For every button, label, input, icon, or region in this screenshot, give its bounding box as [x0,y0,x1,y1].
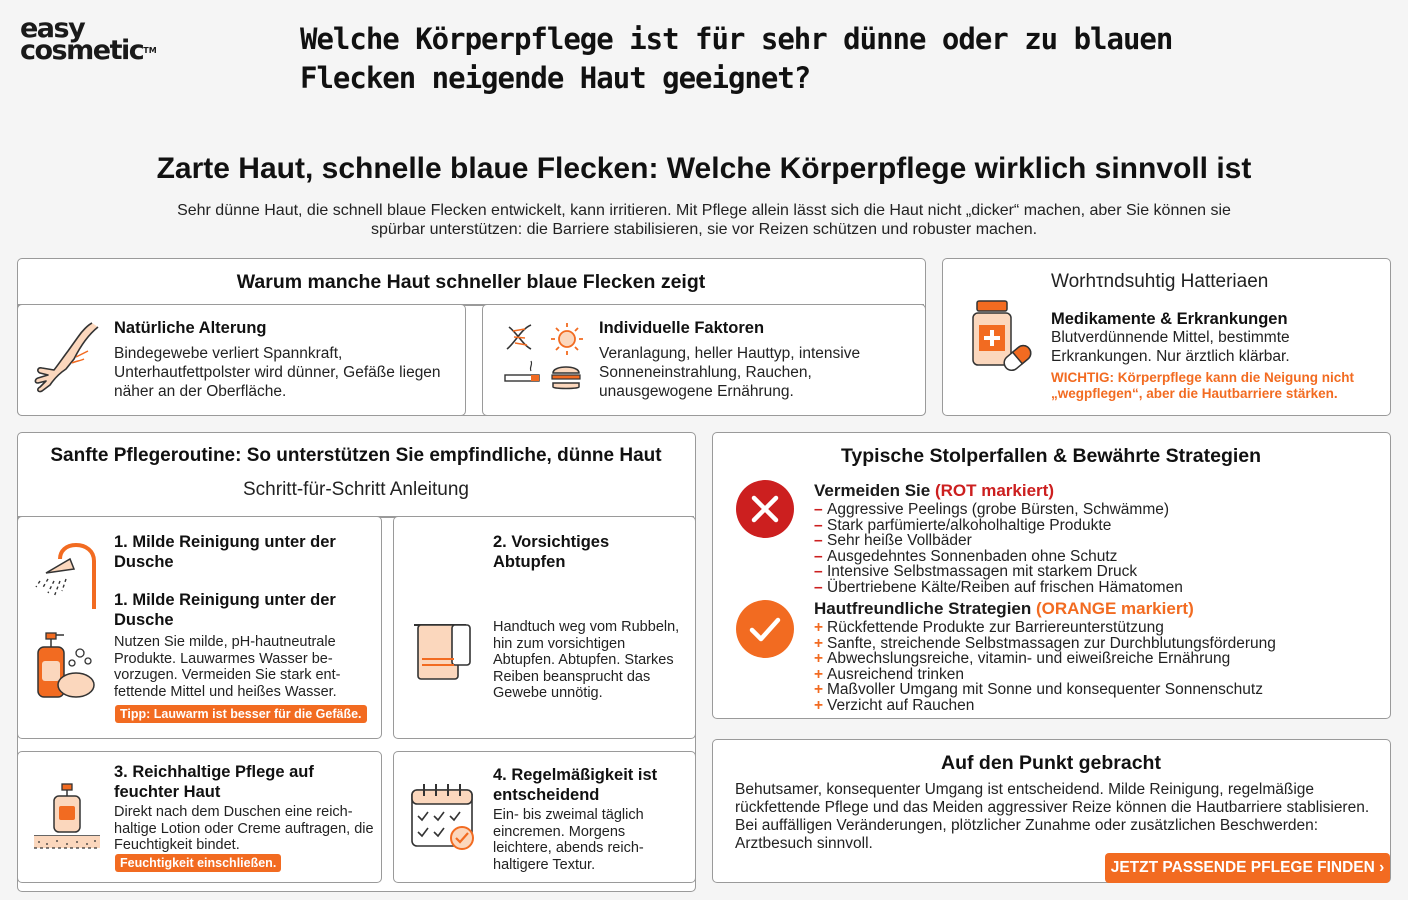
step1-card [17,516,382,739]
avoid-minus: – [814,532,823,549]
lotion-skin-icon [32,782,102,852]
brand-logo [20,13,157,66]
step1-title-a: 1. Milde Reinigung unter der Dusche [114,533,336,571]
step1-title-b: 1. Milde Reinigung unter der Dusche [114,591,336,629]
good-plus: + [814,681,824,698]
pitfalls-header: Typische Stolperfallen & Bewährte Strategien [840,445,1262,467]
good-tag: (ORANGE markiert) [1036,599,1194,618]
medicine-bottle-icon [969,299,1035,377]
why-header: Warum manche Haut schneller blaue Flecken zeigt [236,271,706,293]
good-item: Abwechslungsreiche, vitamin- und eiweißreiche Ernährung [827,650,1231,667]
intro-text: Sehr dünne Haut, die schnell blaue Flecken entwickelt, kann irritieren. Mit Pflege allein lässt sich die Haut nicht „dicker“ machen, aber Sie können sie spürbar unterstützen: die Barriere stabilisieren, sie vor Reizen schützen und robuster machen. [177,202,1231,238]
notice-header: Worhτndsuhtig Ηatteriaen [1051,271,1269,292]
notice-text: Blutverdünnende Mittel, bestimmte Erkrankungen. Nur ärztlich klärbar. [1051,329,1290,365]
avoid-minus: – [814,501,823,518]
avoid-item: Aggressive Peelings (grobe Bürsten, Schwämme) [827,501,1170,518]
step2-title: 2. Vorsichtiges Abtupfen [493,533,610,571]
avoid-x-icon [735,479,795,539]
good-item: Rückfettende Produkte zur Barriereunterstützung [827,619,1164,636]
step3-card [17,751,382,883]
notice-title: Medikamente & Erkrankungen [1051,310,1288,328]
good-plus: + [814,696,824,714]
avoid-minus: – [814,547,823,565]
good-heading [814,599,1194,619]
step3-title: 3. Reichhaltige Pflege auf feuchter Haut [114,763,314,801]
avoid-item: Übertriebene Kälte/Reiben auf frischen Hämatomen [827,578,1183,596]
aging-title: Natürliche Alterung [114,319,267,337]
pitfalls-card [712,432,1391,719]
step4-text: Ein- bis zweimal täglich eincremen. Morgens leichtere, abends reich-haltigere Textur. [493,807,644,873]
individual-card [482,304,926,416]
avoid-minus: – [814,563,823,580]
step3-text: Direkt nach dem Duschen eine reich-haltige Lotion oder Creme auftragen, die Feuchtigkeit bindet. [114,804,374,853]
strategy-check-icon [735,599,795,659]
brand-line2: cosmetic [20,35,144,66]
routine-header: Sanfte Pflegeroutine: So unterstützen Sie empfindliche, dünne Haut [50,445,662,466]
good-item: Ausreichend trinken [827,665,964,683]
avoid-heading [814,481,1054,501]
individual-title: Individuelle Faktoren [599,319,765,337]
avoid-minus: – [814,578,823,596]
avoid-item: Sehr heiße Vollbäder [827,532,972,549]
good-list [814,620,1276,713]
avoid-tag: (ROT markiert) [934,481,1054,500]
step4-card [393,751,696,883]
summary-text: Behutsamer, konsequenter Umgang ist entscheidend. Milde Reinigung, regelmäßige rückfettende Pflege und das Meiden aggressiver Reize können die Hautbarriere stablisieren. Bei auffälligen Veränderungen, plötzlicher Zunahme oder zusätzlichen Beschwerden: Arztbesuch sinnvoll. [735,781,1370,852]
shower-icon [34,543,100,611]
brand-line1: easy [20,13,85,44]
brand-tm: TM [143,46,157,55]
avoid-minus: – [814,516,823,534]
good-item: Verzicht auf Rauchen [827,696,975,714]
routine-subheader: Schritt-für-Schritt Anleitung [243,479,469,500]
avoid-item: Ausgedehntes Sonnenbaden ohne Schutz [827,547,1118,565]
step2-card [393,516,696,739]
towel-icon [412,621,476,683]
calendar-check-icon [410,782,478,852]
aging-card [17,304,466,416]
good-title: Hautfreundliche Strategien [814,599,1032,618]
step1-tip: Tipp: Lauwarm ist besser für die Gefäße. [115,705,367,723]
soap-icon [34,631,96,701]
summary-header: Auf den Punkt gebracht [941,752,1161,774]
dna-sun-smoke-food-icon [503,319,585,399]
aging-text: Bindegewebe verliert Spannkraft, Unterhautfettpolster wird dünner, Gefäße liegen näher an der Oberfläche. [114,345,441,400]
arm-icon [32,321,104,397]
individual-text: Veranlagung, heller Hauttyp, intensive Sonneneinstrahlung, Rauchen, unausgewogene Ernährung. [599,345,861,400]
step3-tip: Feuchtigkeit einschließen. [115,854,281,872]
good-plus: + [814,634,824,652]
good-plus: + [814,665,824,683]
step1-text: Nutzen Sie milde, pH-hautneutrale Produkte. Lauwarmes Wasser be-vorzugen. Vermeiden Sie stark ent-fettende Mittel und heißes Wasser. [114,634,341,700]
avoid-item: Stark parfümierte/alkoholhaltige Produkte [827,516,1112,534]
notice-warning: WICHTIG: Körperpflege kann die Neigung nicht „wegpflegen“, aber die Hautbarriere stärken. [1051,370,1355,401]
find-care-button[interactable]: JETZT PASSENDE PFLEGE FINDEN › [1105,853,1390,883]
step2-text: Handtuch weg vom Rubbeln, hin zum vorsichtigen Abtupfen. Abtupfen. Starkes Reiben beansprucht das Gewebe unnötig. [493,619,680,701]
question-title: Welche Körperpflege ist für sehr dünne oder zu blauen Flecken neigende Haut geeignet? [300,22,1173,95]
avoid-list [814,502,1183,595]
step4-title: 4. Regelmäßigkeit ist entscheidend [493,766,658,804]
notice-card [942,258,1391,416]
main-title: Zarte Haut, schnelle blaue Flecken: Welche Körperpflege wirklich sinnvoll ist [156,152,1252,185]
good-plus: + [814,619,824,636]
good-item: Sanfte, streichende Selbstmassagen zur Durchblutungsförderung [827,634,1276,652]
avoid-item: Intensive Selbstmassagen mit starkem Druck [827,563,1138,580]
good-plus: + [814,650,824,667]
good-item: Maßvoller Umgang mit Sonne und konsequenter Sonnenschutz [827,681,1263,698]
avoid-title: Vermeiden Sie [814,481,931,500]
